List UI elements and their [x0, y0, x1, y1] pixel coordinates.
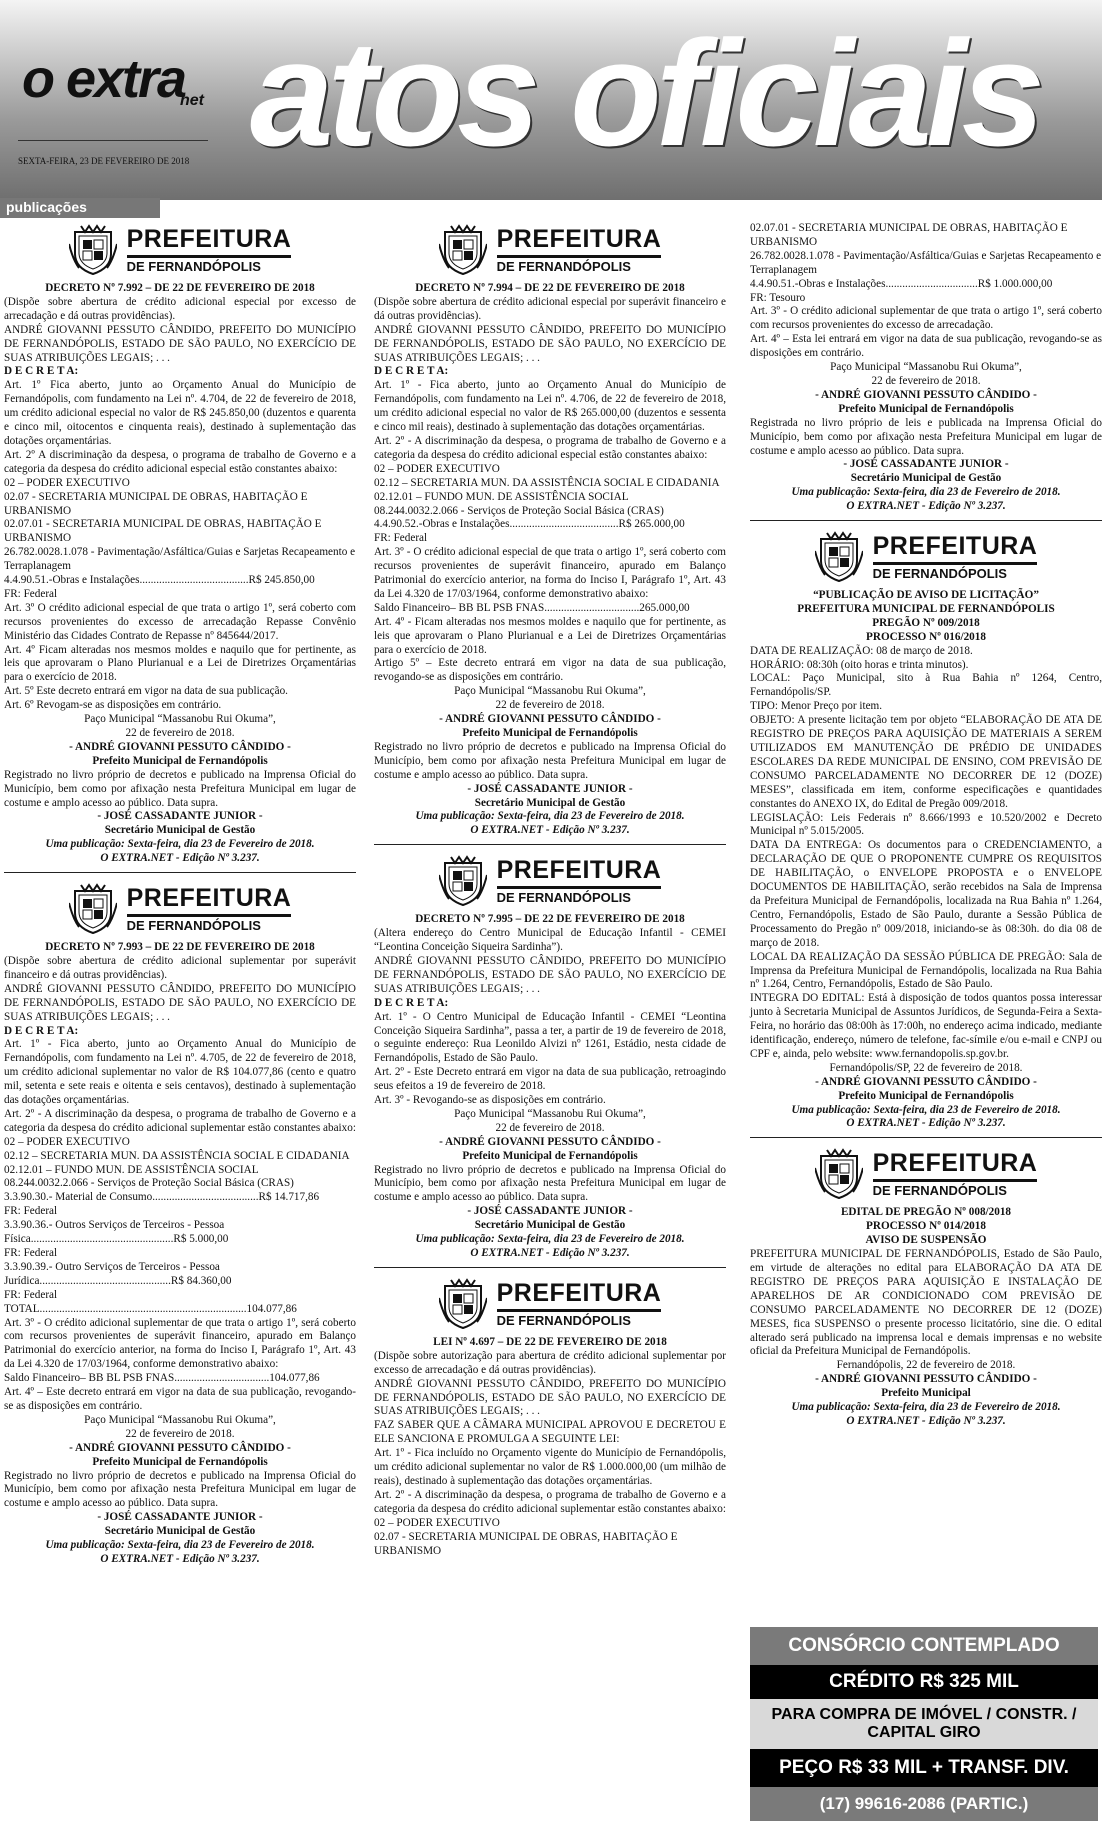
brand-logo-suffix: net	[180, 92, 204, 109]
notice-line: 22 de fevereiro de 2018.	[125, 1427, 235, 1440]
notice-line: O EXTRA.NET - Edição Nº 3.237.	[846, 500, 1006, 513]
notice-line: (Dispõe sobre abertura de crédito adicional especial por superávit financeiro e dá outras providências).	[374, 295, 726, 322]
notice-line: DATA DE REALIZAÇÃO: 08 de março de 2018.	[750, 644, 973, 657]
city-crest-icon	[69, 224, 117, 276]
notice-line: Art. 1º Fica aberto, junto ao Orçamento Anual do Município de Fernandópolis, com fundamento na Lei nº. 4.704, de 22 de fevereiro de 2018, um crédito adicional especial no valor de R$ 245.850,00 (duzentos e quarenta e cinco mil, oitocentos e cinquenta reais), destinado à suplementação das dotações orçamentárias.	[4, 379, 356, 447]
column-3	[750, 222, 1102, 1435]
notice-line: 02.12 – SECRETARIA MUN. DA ASSISTÊNCIA SOCIAL E CIDADANIA	[4, 1149, 350, 1162]
official-notice	[750, 529, 1102, 1131]
notice-line: Secretário Municipal de Gestão	[474, 1219, 626, 1232]
official-notice	[750, 222, 1102, 514]
prefeitura-subtitle: DE FERNANDÓPOLIS	[873, 1179, 1038, 1197]
notice-line: ANDRÉ GIOVANNI PESSUTO CÂNDIDO, PREFEITO DO MUNICÍPIO DE FERNANDÓPOLIS, ESTADO DE SÃO PAULO, NO EXERCÍCIO DE SUAS ATRIBUIÇÕES LEGAIS; . . .	[374, 954, 726, 995]
notice-line: Registrado no livro próprio de decretos e publicado na Imprensa Oficial do Município, bem como por afixação nesta Prefeitura Municipal em lugar de costume e amplo acesso ao público. Data supra.	[374, 740, 726, 781]
notice-line: 02.07.01 - SECRETARIA MUNICIPAL DE OBRAS, HABITAÇÃO E URBANISMO	[4, 518, 322, 545]
notice-line: 02.07 - SECRETARIA MUNICIPAL DE OBRAS, HABITAÇÃO E URBANISMO	[374, 1530, 678, 1557]
notice-line: FR: Federal	[4, 587, 58, 600]
city-crest-icon	[815, 1148, 863, 1200]
notice-line: Saldo Financeiro– BB BL PSB FNAS..................................104.077,86	[4, 1372, 320, 1385]
notice-line: OBJETO: A presente licitação tem por objeto “ELABORAÇÃO DE ATA DE REGISTRO DE PREÇOS PARA AQUISIÇÃO DE MATERIAIS A SEREM UTILIZADOS EM MANUTENÇÃO DE PRÉDIO DE UNIDADES ESCOLARES DA REDE MUNICIPAL DE ENSINO, COM PREVISÃO DE CONSUMO PARCELADAMENTE NO DECORRER DE 12 (DOZE) MESES”, classificada em item, conforme especificações e quantidades constantes do ANEXO IX, do Edital de Pregão 009/2018.	[750, 714, 1102, 810]
notice-line: Prefeito Municipal de Fernandópolis	[462, 1149, 638, 1162]
notice-line: Art. 2º - A discriminação da despesa, o programa de trabalho de Governo e a categoria da despesa do crédito adicional especial estão constantes abaixo:	[374, 434, 726, 461]
city-crest-icon	[439, 855, 487, 907]
notice-line: Art. 2º - A discriminação da despesa, o programa de trabalho de Governo e a categoria da despesa do crédito adicional suplementar estão constantes abaixo:	[4, 1107, 356, 1134]
notice-divider	[750, 1137, 1102, 1138]
notice-line: Art. 3º - O crédito adicional suplementar de que trata o artigo 1º, será coberto com recursos provenientes de superávit financeiro, apurado em Balanço Patrimonial do exercício anterior, na forma do Inciso I, Parágrafo 1º, Art. 43 da Lei 4.320 de 17/03/1964, conforme demonstrativo abaixo:	[4, 1316, 356, 1371]
notice-title: PROCESSO Nº 014/2018	[866, 1220, 986, 1233]
notice-line: Secretário Municipal de Gestão	[474, 796, 626, 809]
notice-title: DECRETO Nº 7.992 – DE 22 DE FEVEREIRO DE 2018	[45, 282, 315, 294]
city-crest-icon	[439, 224, 487, 276]
notice-line: 3.3.90.30.- Material de Consumo......................................R$ 14.717,86	[4, 1191, 320, 1204]
notice-title: PREGÃO Nº 009/2018	[872, 616, 980, 629]
prefeitura-header	[374, 1276, 726, 1332]
notice-title: PROCESSO Nº 016/2018	[866, 630, 986, 643]
notice-line: Art. 4º – Este decreto entrará em vigor na data de sua publicação, revogando-se as disposições em contrário.	[4, 1386, 356, 1412]
notice-line: (Dispõe sobre autorização para abertura de crédito adicional suplementar por excesso de arrecadação e dá outras providências).	[374, 1349, 726, 1376]
notice-line: FR: Federal	[4, 1205, 58, 1218]
notice-line: LEGISLAÇÃO: Leis Federais nº 8.666/1993 e 10.520/2002 e Decreto Municipal nº 5.015/2005.	[750, 811, 1102, 838]
section-label: publicações	[6, 199, 87, 215]
ad-line: CONSÓRCIO CONTEMPLADO	[750, 1627, 1098, 1665]
notice-divider	[374, 1267, 726, 1268]
notice-title: DECRETO Nº 7.995 – DE 22 DE FEVEREIRO DE 2018	[415, 913, 685, 926]
notice-line: Art. 1º - Fica aberto, junto ao Orçamento Anual do Município de Fernandópolis, com fundamento na Lei nº. 4.706, de 22 de fevereiro de 2018, um crédito adicional especial no valor de R$ 265.000,00 (duzentos e sessenta e cinco mil reais), destinado à suplementação das dotações orçamentárias.	[374, 379, 726, 434]
notice-line: Artigo 5º – Este decreto entrará em vigor na data de sua publicação, revogando-se as disposições em contrário.	[374, 657, 726, 684]
notice-title: LEI Nº 4.697 – DE 22 DE FEVEREIRO DE 2018	[433, 1335, 667, 1348]
notice-title: DECRETO Nº 7.994 – DE 22 DE FEVEREIRO DE 2018	[415, 282, 685, 294]
prefeitura-title: PREFEITURA	[872, 1149, 1038, 1178]
notice-line: ANDRÉ GIOVANNI PESSUTO CÂNDIDO, PREFEITO DO MUNICÍPIO DE FERNANDÓPOLIS, ESTADO DE SÃO PAULO, NO EXERCÍCIO DE SUAS ATRIBUIÇÕES LEGAIS; . . .	[374, 1377, 726, 1418]
notice-line: Art. 1º - Fica incluído no Orçamento vigente do Município de Fernandópolis, um crédito adicional suplementar no valor de R$ 1.000.000,00 (um milhão de reais), destinado à suplementação das dotações orçamentárias.	[374, 1447, 726, 1487]
ad-line: PARA COMPRA DE IMÓVEL / CONSTR. / CAPITAL GIRO	[750, 1699, 1098, 1749]
official-notice	[750, 1146, 1102, 1429]
notice-line: 02.07 - SECRETARIA MUNICIPAL DE OBRAS, HABITAÇÃO E URBANISMO	[4, 490, 308, 517]
notice-line: D E C R E T A:	[4, 1024, 79, 1037]
official-notice	[374, 222, 726, 838]
prefeitura-header	[750, 529, 1102, 585]
notice-line: Prefeito Municipal de Fernandópolis	[838, 1089, 1014, 1102]
notice-line: FR: Federal	[4, 1247, 58, 1259]
notice-line: O EXTRA.NET - Edição Nº 3.237.	[846, 1414, 1006, 1427]
masthead-title: atos oficiais	[250, 9, 1039, 177]
notice-line: Art. 4º Ficam alteradas nos mesmos moldes e naquilo que for pertinente, as leis que aprovaram o Plano Plurianual e a Lei de Diretrizes Orçamentárias para o exercício de 2018.	[4, 643, 356, 684]
prefeitura-title: PREFEITURA	[496, 225, 662, 253]
ad-line: (17) 99616-2086 (PARTIC.)	[750, 1787, 1098, 1821]
notice-line: LOCAL DA REALIZAÇÃO DA SESSÃO PÚBLICA DE PREGÃO: Sala de Imprensa da Prefeitura Municipal de Fernandópolis, localizada na Rua Bahia nº 1.264, Centro, Fernandópolis, Estado de São Paulo.	[750, 950, 1102, 991]
official-notice	[374, 1276, 726, 1559]
notice-line: D E C R E T A:	[374, 996, 449, 1009]
notice-line: Art. 1º - Fica aberto, junto ao Orçamento Anual do Município de Fernandópolis, com fundamento na Lei nº. 4.705, de 22 de fevereiro de 2018, um crédito adicional suplementar no valor de R$ 104.077,86 (cento e quatro mil, setenta e sete reais e oitenta e seis centavos), destinado à suplementação das dotações orçamentárias.	[4, 1038, 356, 1107]
notice-line: FR: Federal	[374, 532, 428, 545]
ad-line: PEÇO R$ 33 MIL + TRANSF. DIV.	[750, 1749, 1098, 1787]
notice-line: Art. 1º - O Centro Municipal de Educação Infantil - CEMEI “Leontina Conceição Siqueira Sardinha”, passa a ter, a partir de 19 de fevereiro de 2018, o seguinte endereço: Rua Leonildo Alvizi nº 1261, Estádio, nesta cidade de Fernandópolis, Estado de São Paulo.	[374, 1010, 726, 1065]
notice-line: LOCAL: Paço Municipal, sito à Rua Bahia nº 1264, Centro, Fernandópolis/SP.	[750, 672, 1102, 699]
notice-line: 22 de fevereiro de 2018.	[495, 1121, 605, 1134]
column-2	[374, 222, 726, 1564]
prefeitura-subtitle: DE FERNANDÓPOLIS	[497, 1309, 662, 1327]
notice-line: TIPO: Menor Preço por item.	[750, 700, 883, 713]
notice-line: 02.07.01 - SECRETARIA MUNICIPAL DE OBRAS, HABITAÇÃO E URBANISMO	[750, 222, 1068, 248]
city-crest-icon	[439, 1278, 487, 1330]
notice-line: 22 de fevereiro de 2018.	[495, 699, 605, 712]
ad-line: CRÉDITO R$ 325 MIL	[750, 1665, 1098, 1699]
edition-date: SEXTA-FEIRA, 23 DE FEVEREIRO DE 2018	[18, 156, 190, 166]
notice-line: Prefeito Municipal de Fernandópolis	[92, 1455, 268, 1468]
notice-line: - JOSÉ CASSADANTE JUNIOR -	[97, 1511, 263, 1524]
notice-line: TOTAL..........................................................................104.077,86	[4, 1302, 297, 1315]
notice-line: D E C R E T A:	[374, 365, 449, 378]
prefeitura-subtitle: DE FERNANDÓPOLIS	[127, 255, 292, 273]
notice-line: 4.4.90.51.-Obras e Instalações.......................................R$ 245.850,00	[4, 574, 315, 587]
notice-line: Fernandópolis, 22 de fevereiro de 2018.	[836, 1359, 1016, 1372]
section-tab	[0, 198, 160, 218]
notice-line: Art. 2º A discriminação da despesa, o programa de trabalho de Governo e a categoria da despesa do crédito adicional especial estão constantes abaixo:	[4, 448, 356, 475]
notice-line: HORÁRIO: 08:30h (oito horas e trinta minutos).	[750, 658, 969, 671]
notice-title: “PUBLICAÇÃO DE AVISO DE LICITAÇÃO”	[813, 589, 1039, 602]
notice-line: 4.4.90.51.-Obras e Instalações.................................R$ 1.000.000,00	[750, 277, 1053, 290]
notice-line: 08.244.0032.2.066 - Serviços de Proteção Social Básica (CRAS)	[374, 504, 664, 517]
notice-line: - ANDRÉ GIOVANNI PESSUTO CÂNDIDO -	[815, 1373, 1037, 1386]
notice-line: D E C R E T A:	[4, 365, 79, 378]
notice-line: Saldo Financeiro– BB BL PSB FNAS..................................265.000,00	[374, 601, 690, 614]
prefeitura-header	[374, 853, 726, 909]
notice-line: O EXTRA.NET - Edição Nº 3.237.	[100, 1552, 260, 1565]
notice-line: ANDRÉ GIOVANNI PESSUTO CÂNDIDO, PREFEITO DO MUNICÍPIO DE FERNANDÓPOLIS, ESTADO DE SÃO PAULO, NO EXERCÍCIO DE SUAS ATRIBUIÇÕES LEGAIS; . . .	[4, 982, 356, 1023]
prefeitura-title: PREFEITURA	[496, 856, 662, 885]
notice-line: - JOSÉ CASSADANTE JUNIOR -	[467, 782, 633, 795]
notice-line: Registrado no livro próprio de decretos e publicado na Imprensa Oficial do Município, bem como por afixação nesta Prefeitura Municipal em lugar de costume e amplo acesso ao público. Data supra.	[4, 1469, 356, 1510]
notice-line: Prefeito Municipal	[881, 1387, 971, 1400]
notice-line: 22 de fevereiro de 2018.	[871, 374, 981, 387]
city-crest-icon	[815, 531, 863, 583]
notice-line: - JOSÉ CASSADANTE JUNIOR -	[843, 458, 1009, 471]
notice-line: 08.244.0032.2.066 - Serviços de Proteção Social Básica (CRAS)	[4, 1177, 294, 1190]
notice-line: - ANDRÉ GIOVANNI PESSUTO CÂNDIDO -	[439, 1135, 661, 1148]
notice-line: (Dispõe sobre abertura de crédito adicional especial por excesso de arrecadação e dá outras providências).	[4, 295, 356, 322]
notice-title: PREFEITURA MUNICIPAL DE FERNANDÓPOLIS	[797, 602, 1055, 615]
notice-line: 26.782.0028.1.078 - Pavimentação/Asfáltica/Guias e Sarjetas Recapeamento e Terraplanagem	[750, 249, 1102, 276]
notice-line: 02 – PODER EXECUTIVO	[374, 462, 500, 475]
notice-line: 02 – PODER EXECUTIVO	[4, 476, 130, 489]
notice-line: O EXTRA.NET - Edição Nº 3.237.	[846, 1117, 1006, 1130]
notice-line: - ANDRÉ GIOVANNI PESSUTO CÂNDIDO -	[69, 740, 291, 753]
prefeitura-title: PREFEITURA	[126, 884, 292, 913]
prefeitura-title: PREFEITURA	[126, 225, 292, 253]
notice-divider	[750, 520, 1102, 521]
notice-line: Secretário Municipal de Gestão	[850, 472, 1002, 485]
official-notice	[4, 881, 356, 1567]
notice-line: INTEGRA DO EDITAL: Está à disposição de todos quantos possa interessar junto à Secretaria Municipal de Assuntos Jurídicos, de Segunda-Feira a Sexta-Feira, no horário das 08:00h às 17:00h, no endereço acima indicado, mediante identificação, endereço, número de telefone, fac-símile e/ou e-mail e CNPJ ou CPF e, ainda, pelo website: www.fernandopolis.sp.gov.br.	[750, 992, 1102, 1060]
notice-line: Registrado no livro próprio de decretos e publicado na Imprensa Oficial do Município, bem como por afixação nesta Prefeitura Municipal em lugar de costume e amplo acesso ao público. Data supra.	[4, 768, 356, 809]
notice-divider	[4, 872, 356, 873]
prefeitura-header	[374, 222, 726, 278]
notice-line: FR: Federal	[4, 1288, 58, 1301]
notice-line: 4.4.90.52.-Obras e Instalações.......................................R$ 265.000,00	[374, 518, 685, 531]
notice-line: (Altera endereço do Centro Municipal de Educação Infantil - CEMEI “Leontina Conceição Siqueira Sardinha”).	[374, 927, 726, 954]
notice-line: Art. 3º - Revogando-se as disposições em contrário.	[374, 1094, 606, 1107]
city-crest-icon	[69, 883, 117, 935]
notice-line: Art. 3º O crédito adicional especial de que trata o artigo 1º, será coberto com recursos provenientes do excesso de arrecadação Repasse Convênio Ministério das Cidades Contrato de Repasse nº 845644/2017.	[4, 601, 356, 642]
notice-line: Art. 6º Revogam-se as disposições em contrário.	[4, 699, 222, 712]
notice-line: 26.782.0028.1.078 - Pavimentação/Asfáltica/Guias e Sarjetas Recapeamento e Terraplanagem	[4, 546, 356, 573]
notice-line: Uma publicação: Sexta-feira, dia 23 de Fevereiro de 2018.	[45, 838, 315, 851]
notice-line: 3.3.90.39.- Outro Serviços de Terceiros - Pessoa Jurídica...............................................R$ 84.360,00	[4, 1260, 232, 1287]
prefeitura-subtitle: DE FERNANDÓPOLIS	[127, 914, 292, 932]
notice-line: Paço Municipal “Massanobu Rui Okuma”,	[84, 713, 276, 726]
prefeitura-header	[4, 222, 356, 278]
notice-line: - ANDRÉ GIOVANNI PESSUTO CÂNDIDO -	[815, 388, 1037, 401]
notice-line: Fernandópolis/SP, 22 de fevereiro de 2018.	[829, 1061, 1023, 1074]
notice-line: FAZ SABER QUE A CÂMARA MUNICIPAL APROVOU E DECRETOU E ELE SANCIONA E PROMULGA A SEGUINTE LEI:	[374, 1419, 726, 1446]
notice-line: Registrada no livro próprio de leis e publicada na Imprensa Oficial do Município, bem como por afixação nesta Prefeitura Municipal em lugar de costume e amplo acesso ao público. Data supra.	[750, 416, 1102, 457]
notice-line: 02 – PODER EXECUTIVO	[4, 1135, 130, 1148]
notice-line: Art. 5º Este decreto entrará em vigor na data de sua publicação.	[4, 685, 288, 698]
notice-line: 02 – PODER EXECUTIVO	[374, 1516, 500, 1529]
notice-line: 22 de fevereiro de 2018.	[125, 727, 235, 739]
notice-line: - JOSÉ CASSADANTE JUNIOR -	[97, 810, 263, 823]
notice-line: Paço Municipal “Massanobu Rui Okuma”,	[454, 685, 646, 698]
brand-logo: o extra	[22, 49, 186, 109]
notice-line: Uma publicação: Sexta-feira, dia 23 de Fevereiro de 2018.	[415, 810, 685, 823]
notice-line: (Dispõe sobre abertura de crédito adicional suplementar por superávit financeiro e dá outras providências).	[4, 954, 356, 981]
notice-line: ANDRÉ GIOVANNI PESSUTO CÂNDIDO, PREFEITO DO MUNICÍPIO DE FERNANDÓPOLIS, ESTADO DE SÃO PAULO, NO EXERCÍCIO DE SUAS ATRIBUIÇÕES LEGAIS; . . .	[374, 323, 726, 364]
prefeitura-title: PREFEITURA	[496, 1278, 662, 1307]
notice-line: - ANDRÉ GIOVANNI PESSUTO CÂNDIDO -	[439, 713, 661, 726]
notice-line: Uma publicação: Sexta-feira, dia 23 de Fevereiro de 2018.	[45, 1539, 315, 1552]
notice-line: 3.3.90.36.- Outros Serviços de Terceiros - Pessoa Física...................................................R$ 5.000,00	[4, 1219, 229, 1246]
notice-line: Uma publicação: Sexta-feira, dia 23 de Fevereiro de 2018.	[791, 486, 1061, 499]
notice-divider	[374, 844, 726, 845]
notice-line: - ANDRÉ GIOVANNI PESSUTO CÂNDIDO -	[815, 1075, 1037, 1088]
notice-title: EDITAL DE PREGÃO Nº 008/2018	[840, 1206, 1012, 1219]
notice-line: Registrado no livro próprio de decretos e publicado na Imprensa Oficial do Município, bem como por afixação nesta Prefeitura Municipal em lugar de costume e amplo acesso ao público. Data supra.	[374, 1163, 726, 1204]
notice-line: - JOSÉ CASSADANTE JUNIOR -	[467, 1205, 633, 1218]
notice-line: Art. 3º - O crédito adicional suplementar de que trata o artigo 1º, será coberto com recursos provenientes do excesso de arrecadação.	[750, 305, 1102, 332]
official-notice	[4, 222, 356, 866]
notice-line: 02.12 – SECRETARIA MUN. DA ASSISTÊNCIA SOCIAL E CIDADANIA	[374, 476, 720, 489]
notice-line: Art. 2º - Este Decreto entrará em vigor na data de sua publicação, retroagindo seus efeitos a 19 de fevereiro de 2018.	[374, 1066, 726, 1093]
notice-line: Art. 4º - Ficam alteradas nos mesmos moldes e naquilo que for pertinente, as leis que aprovaram o Plano Plurianual e a Lei de Diretrizes Orçamentárias para o exercício de 2018.	[374, 615, 726, 656]
notice-line: O EXTRA.NET - Edição Nº 3.237.	[470, 824, 630, 837]
notice-line: O EXTRA.NET - Edição Nº 3.237.	[100, 852, 260, 865]
masthead-divider	[18, 140, 208, 141]
prefeitura-header	[750, 1146, 1102, 1202]
notice-line: Prefeito Municipal de Fernandópolis	[838, 402, 1014, 415]
notice-line: Secretário Municipal de Gestão	[104, 824, 256, 837]
notice-line: O EXTRA.NET - Edição Nº 3.237.	[470, 1247, 630, 1259]
notice-line: Prefeito Municipal de Fernandópolis	[462, 727, 638, 739]
notice-line: DATA DA ENTREGA: Os documentos para o CREDENCIAMENTO, a DECLARAÇÃO DE QUE O PROPONENTE CUMPRE OS REQUISITOS DE HABILITAÇÃO, o ENVELOPE PROPOSTA e o ENVELOPE DOCUMENTOS DE HABILITAÇÃO, serão recebidos na Sala de Imprensa da Prefeitura Municipal de Fernandópolis, localizada na Rua Bahia nº 1.264, Centro, Fernandópolis, Estado de São Paulo, durante a Sessão Pública de Processamento do Pregão nº 009/2018, iniciando-se às 08:30h. do dia 08 de março de 2018.	[750, 839, 1102, 949]
notice-line: FR: Tesouro	[750, 291, 806, 304]
notice-line: Prefeito Municipal de Fernandópolis	[92, 754, 268, 767]
notice-line: - ANDRÉ GIOVANNI PESSUTO CÂNDIDO -	[69, 1441, 291, 1454]
prefeitura-subtitle: DE FERNANDÓPOLIS	[873, 562, 1038, 580]
notice-line: Uma publicação: Sexta-feira, dia 23 de Fevereiro de 2018.	[791, 1103, 1061, 1116]
notice-line: Paço Municipal “Massanobu Rui Okuma”,	[84, 1413, 276, 1426]
prefeitura-header	[4, 881, 356, 937]
notice-line: Secretário Municipal de Gestão	[104, 1525, 256, 1538]
notice-line: PREFEITURA MUNICIPAL DE FERNANDÓPOLIS, Estado de São Paulo, em virtude de alterações no edital para ELABORAÇÃO DA ATA DE REGISTRO DE PREÇOS PARA AQUISIÇÃO E INSTALAÇÃO DE APARELHOS DE AR CONDICIONADO COM PREVISÃO DE CONSUMO PARCELADAMENTE NO DECORRER DE 12 (DOZE) MESES, fica SUSPENSO o presente processo licitatório, sine die. O edital alterado será publicado na imprensa local e demais imprensas e no website oficial da Prefeitura Municipal de Fernandópolis.	[750, 1248, 1102, 1358]
notice-line: ANDRÉ GIOVANNI PESSUTO CÂNDIDO, PREFEITO DO MUNICÍPIO DE FERNANDÓPOLIS, ESTADO DE SÃO PAULO, NO EXERCÍCIO DE SUAS ATRIBUIÇÕES LEGAIS; . . .	[4, 323, 356, 364]
notice-line: Art. 4º – Esta lei entrará em vigor na data de sua publicação, revogando-se as disposições em contrário.	[750, 333, 1102, 360]
notice-line: Paço Municipal “Massanobu Rui Okuma”,	[830, 361, 1022, 374]
notice-line: 02.12.01 – FUNDO MUN. DE ASSISTÊNCIA SOCIAL	[374, 490, 629, 503]
notice-line: 02.12.01 – FUNDO MUN. DE ASSISTÊNCIA SOCIAL	[4, 1163, 259, 1176]
notice-line: Paço Municipal “Massanobu Rui Okuma”,	[454, 1107, 646, 1120]
prefeitura-subtitle: DE FERNANDÓPOLIS	[497, 255, 662, 273]
notice-title: DECRETO Nº 7.993 – DE 22 DE FEVEREIRO DE 2018	[45, 941, 315, 954]
column-1	[4, 222, 356, 1573]
prefeitura-title: PREFEITURA	[872, 532, 1038, 561]
notice-line: Uma publicação: Sexta-feira, dia 23 de Fevereiro de 2018.	[415, 1233, 685, 1246]
notice-line: Art. 3º - O crédito adicional especial de que trata o artigo 1º, será coberto com recursos provenientes de superávit financeiro, apurado em Balanço Patrimonial do exercício anterior, na forma do Inciso I, Parágrafo 1º, Art. 43 da Lei 4.320 de 17/03/1964, conforme demonstrativo abaixo:	[374, 546, 726, 600]
notice-title: AVISO DE SUSPENSÃO	[865, 1234, 987, 1247]
notice-line: Art. 2º - A discriminação da despesa, o programa de trabalho de Governo e a categoria da despesa do crédito adicional suplementar estão constantes abaixo:	[374, 1488, 726, 1515]
prefeitura-subtitle: DE FERNANDÓPOLIS	[497, 886, 662, 904]
notice-line: Uma publicação: Sexta-feira, dia 23 de Fevereiro de 2018.	[791, 1401, 1061, 1414]
classified-ad	[750, 1627, 1098, 1827]
official-notice	[374, 853, 726, 1261]
masthead	[0, 0, 1102, 200]
